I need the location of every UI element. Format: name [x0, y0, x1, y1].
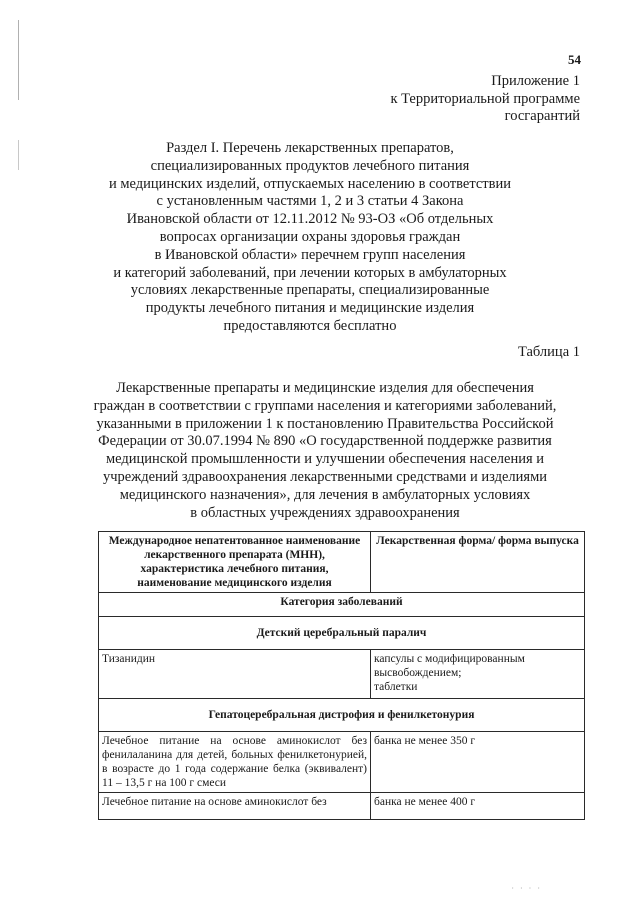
page-number: 54	[568, 52, 581, 67]
section-title-line: продукты лечебного питания и медицинские изделия	[145, 300, 475, 317]
section-title-line: специализированных продуктов лечебного питания	[150, 157, 470, 174]
section-title-line: Ивановской области от 12.11.2012 № 93-ОЗ «Об отдельных	[126, 211, 494, 228]
form-line: банка не менее 400 г	[374, 796, 476, 808]
drug-table	[98, 531, 585, 820]
intro-line: медицинского назначения», для лечения в амбулаторных условиях	[119, 486, 531, 503]
table-row	[99, 650, 585, 699]
section-title-line: в Ивановской области» перечнем групп населения	[154, 246, 466, 263]
table-row	[99, 793, 585, 820]
appendix-line: госгарантий	[504, 108, 580, 124]
scan-footer-mark: · · · ·	[511, 884, 542, 893]
intro-line: учреждений здравоохранения лекарственными средствами и изделиями	[102, 468, 548, 485]
form-line: банка не менее 350 г	[374, 735, 476, 747]
intro-line: медицинской промышленности и улучшении обеспечения населения и	[105, 451, 545, 468]
scan-edge-mark	[18, 140, 19, 170]
header-cell-form: Лекарственная форма/ форма выпуска	[371, 532, 585, 593]
drug-name-cell: Тизанидин	[99, 650, 371, 699]
form-line: капсулы с модифицированным высвобождением;	[374, 653, 525, 679]
table-header-row	[99, 532, 585, 593]
section-title-line: Раздел I. Перечень лекарственных препаратов,	[166, 140, 454, 156]
drug-name-cell: Лечебное питание на основе аминокислот без	[99, 793, 371, 820]
section-title-line: предоставляются бесплатно	[223, 317, 397, 334]
group-title-cell: Гепатоцеребральная дистрофия и фенилкетонурия	[99, 699, 585, 732]
group-title-row	[99, 699, 585, 732]
intro-line: Федерации от 30.07.1994 № 890 «О государственной поддержке развития	[98, 433, 552, 450]
drug-form-cell	[371, 732, 585, 793]
section-title-line: и категорий заболеваний, при лечении которых в амбулаторных	[113, 264, 507, 281]
table-label: Таблица 1	[517, 344, 580, 360]
drug-name-cell: Лечебное питание на основе аминокислот без фенилаланина для детей, больных фенилкетонурией, в возрасте до 1 года содержание белка (эквивалент) 11 – 13,5 г на 100 г смеси	[99, 732, 371, 793]
appendix-line: к Территориальной программе	[390, 90, 580, 107]
intro-line: указанными в приложении 1 к постановлению Правительства Российской	[96, 415, 554, 432]
category-header-cell: Категория заболеваний	[99, 593, 585, 617]
section-title-line: условиях лекарственные препараты, специализированные	[130, 282, 490, 299]
section-title	[100, 140, 520, 336]
intro-paragraph	[80, 380, 570, 522]
section-title-line: и медицинских изделий, отпускаемых населению в соответствии	[108, 175, 511, 192]
header-cell-name: Международное непатентованное наименование лекарственного препарата (МНН), характеристика лечебного питания, наименование медицинского изделия	[99, 532, 371, 593]
drug-form-cell	[371, 793, 585, 820]
drug-form-cell	[371, 650, 585, 699]
intro-line: граждан в соответствии с группами населения и категориями заболеваний,	[93, 397, 557, 414]
group-title-row	[99, 617, 585, 650]
section-title-line: с установленным частями 1, 2 и 3 статьи 4 Закона	[156, 193, 464, 210]
form-line: таблетки	[374, 681, 418, 693]
appendix-line: Приложение 1	[491, 73, 580, 89]
category-header-row	[99, 593, 585, 617]
section-title-line: вопросах организации охраны здоровья граждан	[159, 228, 461, 245]
scan-edge-mark	[18, 20, 19, 100]
intro-line: Лекарственные препараты и медицинские изделия для обеспечения	[116, 380, 534, 396]
table-row	[99, 732, 585, 793]
group-title-cell: Детский церебральный паралич	[99, 617, 585, 650]
intro-line: в областных учреждениях здравоохранения	[190, 504, 460, 521]
appendix-heading	[390, 73, 580, 126]
